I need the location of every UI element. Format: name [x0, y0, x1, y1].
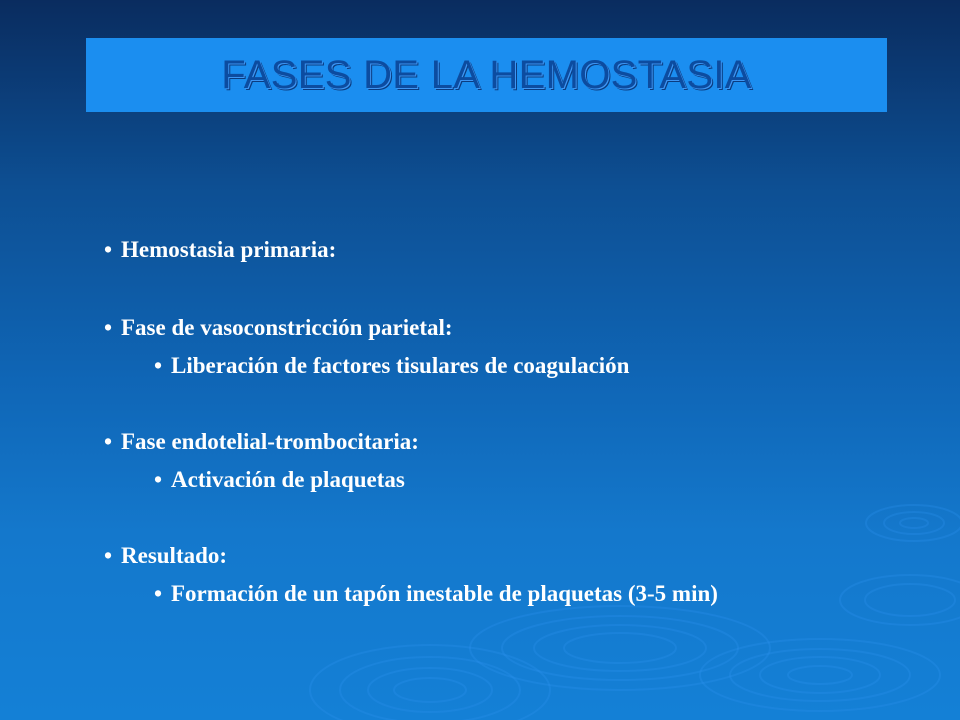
bullet-item-4	[104, 542, 227, 570]
bullet-marker: •	[154, 467, 163, 492]
slide-title: FASES DE LA HEMOSTASIA	[221, 53, 752, 97]
bullet-item-1	[104, 236, 336, 264]
bullet-text: Activación de plaquetas	[171, 467, 405, 492]
sub-bullet-item-3	[154, 580, 894, 608]
bullet-text: Liberación de factores tisulares de coagulación	[171, 353, 630, 378]
bullet-text: Resultado:	[121, 543, 228, 568]
bullet-marker: •	[104, 429, 113, 454]
bullet-marker: •	[154, 353, 163, 378]
bullet-marker: •	[104, 315, 113, 340]
bullet-item-3	[104, 428, 419, 456]
bullet-text: Hemostasia primaria:	[121, 237, 337, 262]
bullet-marker: •	[154, 581, 163, 606]
bullet-marker: •	[104, 237, 113, 262]
sub-bullet-item-1	[154, 352, 629, 380]
bullet-text: Formación de un tapón inestable de plaquetas (3-5 min)	[171, 581, 718, 606]
sub-bullet-item-2	[154, 466, 405, 494]
bullet-item-2	[104, 314, 453, 342]
bullet-text: Fase de vasoconstricción parietal:	[121, 315, 453, 340]
bullet-marker: •	[104, 543, 113, 568]
bullet-text: Fase endotelial-trombocitaria:	[121, 429, 419, 454]
